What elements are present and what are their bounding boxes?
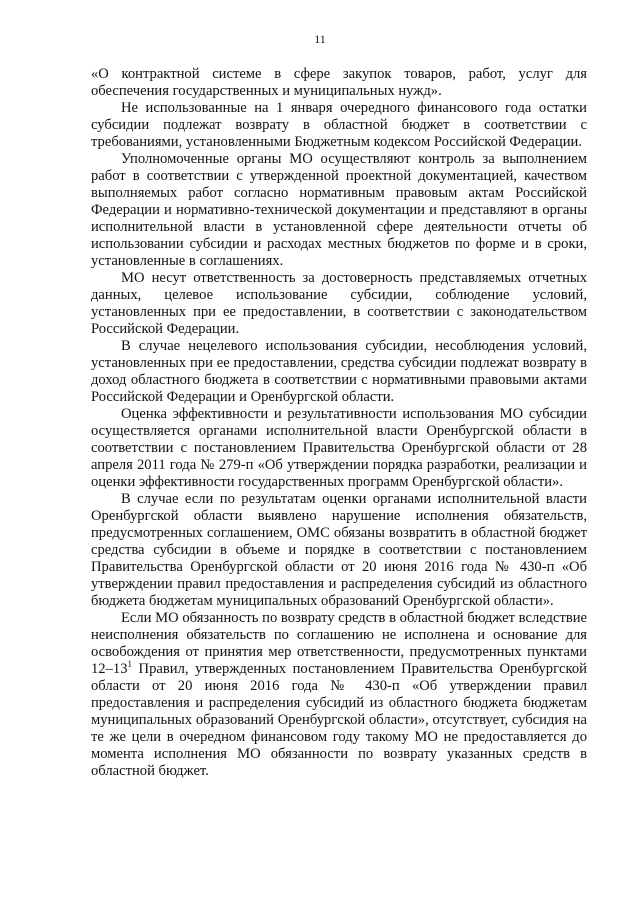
paragraph: Уполномоченные органы МО осуществляют контроль за выполнением работ в соответствии с утвержденной проектной документацией, качеством выполняемых работ согласно нормативным правовым актам Российской Федерации и нормативно-технической документации и представляют в органы исполнительной власти в установленной сфере деятельности отчеты об использовании субсидии и расходах местных бюджетов по форме и в сроки, установленные в соглашениях. (91, 151, 587, 269)
final-paragraph (91, 610, 587, 780)
page-number: 11 (314, 32, 326, 46)
paragraph: «О контрактной системе в сфере закупок товаров, работ, услуг для обеспечения государственных и муниципальных нужд». (91, 66, 587, 99)
paragraph: В случае нецелевого использования субсидии, несоблюдения условий, установленных при ее предоставлении, средства субсидии подлежат возврату в доход областного бюджета в соответствии с нормативными правовыми актами Российской Федерации и Оренбургской области. (91, 338, 587, 405)
paragraph: Не использованные на 1 января очередного финансового года остатки субсидии подлежат возврату в областной бюджет в соответствии с требованиями, установленными Бюджетным кодексом Российской Федерации. (91, 100, 587, 150)
document-body (91, 66, 587, 780)
final-paragraph-part1: Если МО обязанность по возврату средств в областной бюджет вследствие неисполнения обязательств по соглашению не исполнена и основание для освобождения от принятия мер ответственности, предусмотренных пунктами 12–13 (91, 610, 587, 677)
paragraph: МО несут ответственность за достоверность представляемых отчетных данных, целевое использование субсидии, соблюдение условий, установленных при ее предоставлении, в соответствии с законодательством Российской Федерации. (91, 270, 587, 337)
final-paragraph-part2: Правил, утвержденных постановлением Правительства Оренбургской области от 20 июня 2016 года № 430-п «Об утверждении правил предоставления и распределения субсидий из областного бюджета бюджетам муниципальных образований Оренбургской области», отсутствует, субсидия на те же цели в очередном финансовом году такому МО не предоставляется до момента исполнения МО обязанности по возврату указанных средств в областной бюджет. (91, 661, 587, 779)
superscript-marker: 1 (127, 659, 132, 670)
paragraph: Оценка эффективности и результативности использования МО субсидии осуществляется органами исполнительной власти Оренбургской области в соответствии с постановлением Правительства Оренбургской области от 28 апреля 2011 года № 279-п «Об утверждении порядка разработки, реализации и оценки эффективности государственных программ Оренбургской области». (91, 406, 587, 490)
paragraph: В случае если по результатам оценки органами исполнительной власти Оренбургской области выявлено нарушение исполнения обязательств, предусмотренных соглашением, ОМС обязаны возвратить в областной бюджет средства субсидии в объеме и порядке в соответствии с постановлением Правительства Оренбургской области от 20 июня 2016 года № 430-п «Об утверждении правил предоставления и распределения субсидий из областного бюджета бюджетам муниципальных образований Оренбургской области». (91, 491, 587, 609)
